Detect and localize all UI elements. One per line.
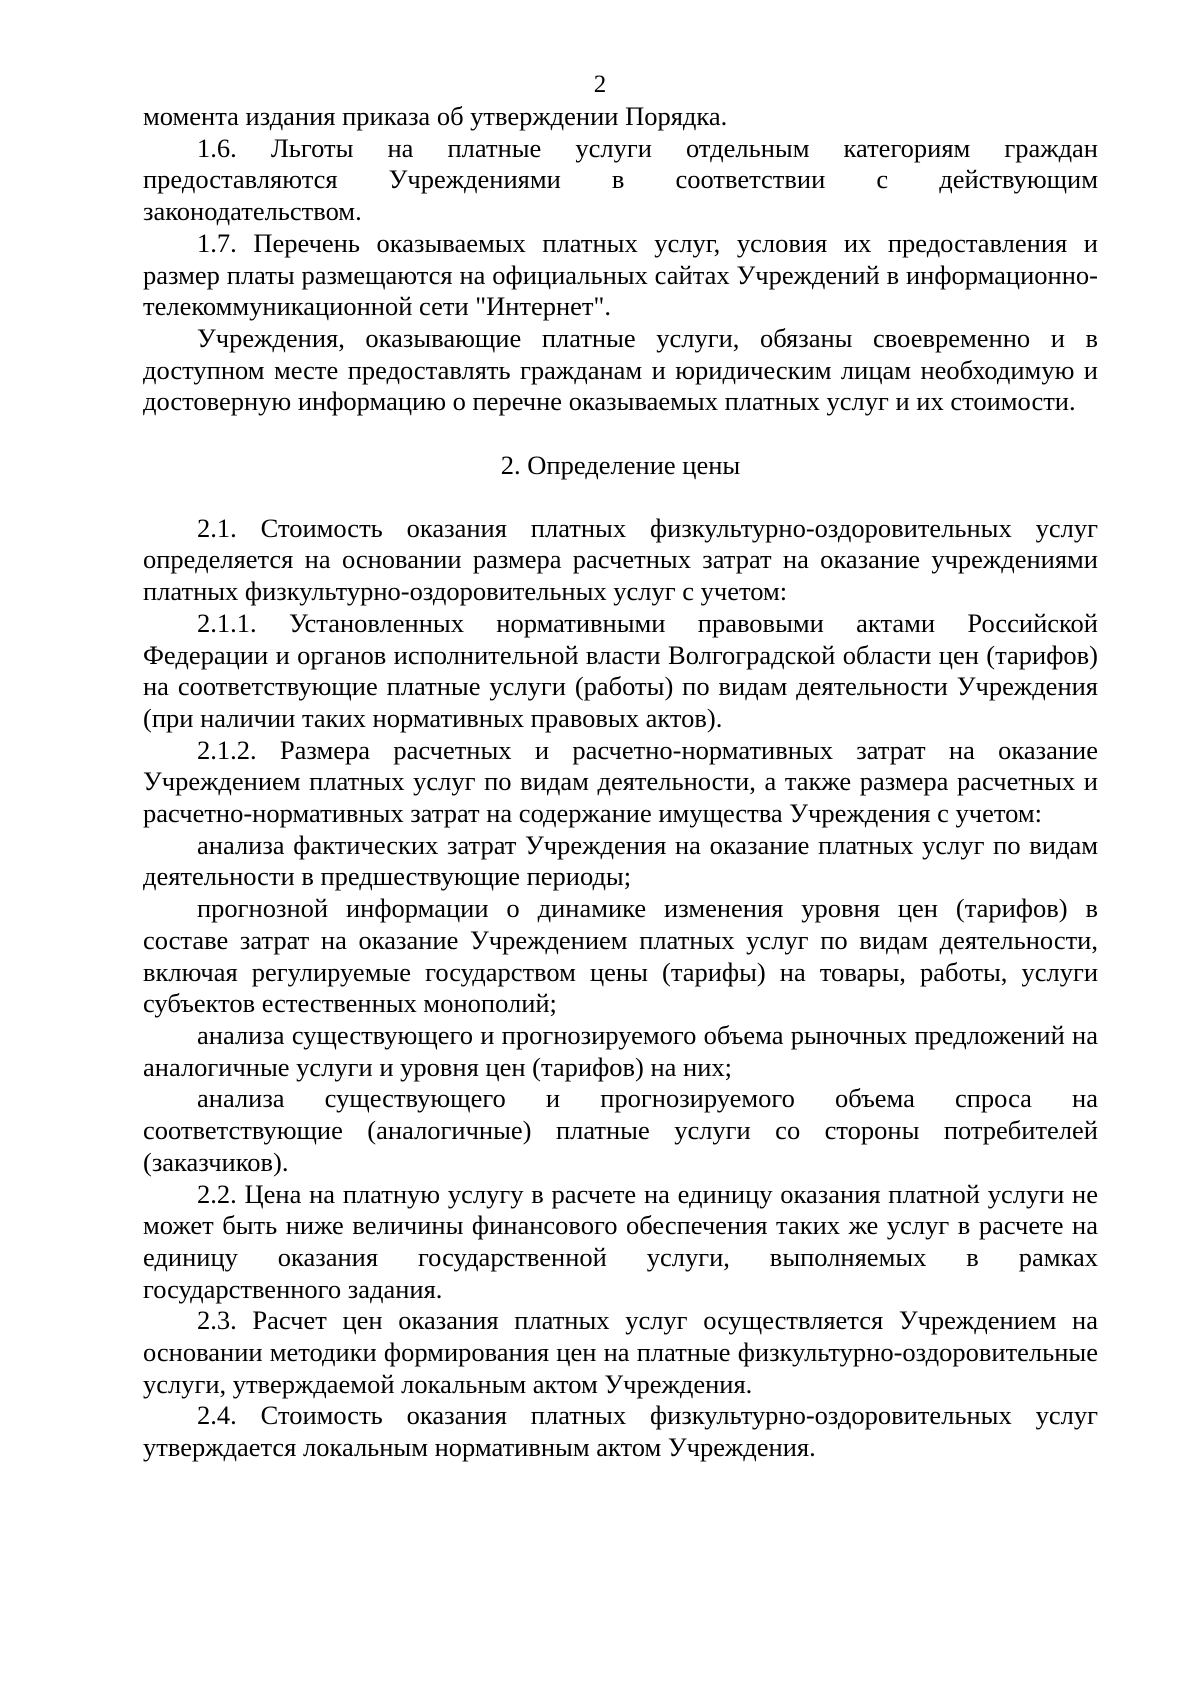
paragraph-2-1-1: 2.1.1. Установленных нормативными правовыми актами Российской Федерации и органов исполнительной власти Волгоградской области цен (тарифов) на соответствующие платные услуги (работы) по видам деятельности Учреждения (при наличии таких нормативных правовых актов). <box>143 607 1098 733</box>
paragraph-2-4: 2.4. Стоимость оказания платных физкультурно-оздоровительных услуг утверждается локальным нормативным актом Учреждения. <box>143 1400 1098 1463</box>
document-body <box>143 101 1098 1464</box>
paragraph-2-2: 2.2. Цена на платную услугу в расчете на единицу оказания платной услуги не может быть ниже величины финансового обеспечения таких же услуг в расчете на единицу оказания государственной услуги, выполняемых в рамках государственного задания. <box>143 1178 1098 1304</box>
paragraph-1-7: 1.7. Перечень оказываемых платных услуг, условия их предоставления и размер платы размещаются на официальных сайтах Учреждений в информационно-телекоммуникационной сети "Интернет". <box>143 227 1098 322</box>
paragraph-demand-analysis: анализа существующего и прогнозируемого объема спроса на соответствующие (аналогичные) платные услуги со стороны потребителей (заказчиков). <box>143 1083 1098 1177</box>
paragraph-cost-analysis: анализа фактических затрат Учреждения на оказание платных услуг по видам деятельности в предшествующие периоды; <box>143 829 1098 892</box>
paragraph-2-1: 2.1. Стоимость оказания платных физкультурно-оздоровительных услуг определяется на основании размера расчетных затрат на оказание учреждениями платных физкультурно-оздоровительных услуг с учетом: <box>143 512 1098 607</box>
paragraph-market-supply: анализа существующего и прогнозируемого объема рыночных предложений на аналогичные услуги и уровня цен (тарифов) на них; <box>143 1019 1098 1082</box>
paragraph-2-3: 2.3. Расчет цен оказания платных услуг осуществляется Учреждением на основании методики формирования цен на платные физкультурно-оздоровительные услуги, утверждаемой локальным актом Учреждения. <box>143 1305 1098 1399</box>
paragraph-continuation: момента издания приказа об утверждении Порядка. <box>143 101 728 131</box>
section-heading: 2. Определение цены <box>500 450 741 481</box>
paragraph-1-6: 1.6. Льготы на платные услуги отдельным категориям граждан предоставляются Учреждениями в соответствии с действующим законодательством. <box>143 132 1098 227</box>
paragraph-forecast-info: прогнозной информации о динамике изменения уровня цен (тарифов) в составе затрат на оказание Учреждением платных услуг по видам деятельности, включая регулируемые государством цены (тарифы) на товары, работы, услуги субъектов естественных монополий; <box>143 893 1098 1019</box>
page-number: 2 <box>593 71 607 98</box>
paragraph-2-1-2: 2.1.2. Размера расчетных и расчетно-нормативных затрат на оказание Учреждением платных услуг по видам деятельности, а также размера расчетных и расчетно-нормативных затрат на содержание имущества Учреждения с учетом: <box>143 734 1098 829</box>
paragraph-info-obligation: Учреждения, оказывающие платные услуги, обязаны своевременно и в доступном месте предоставлять гражданам и юридическим лицам необходимую и достоверную информацию о перечне оказываемых платных услуг и их стоимости. <box>143 322 1098 417</box>
